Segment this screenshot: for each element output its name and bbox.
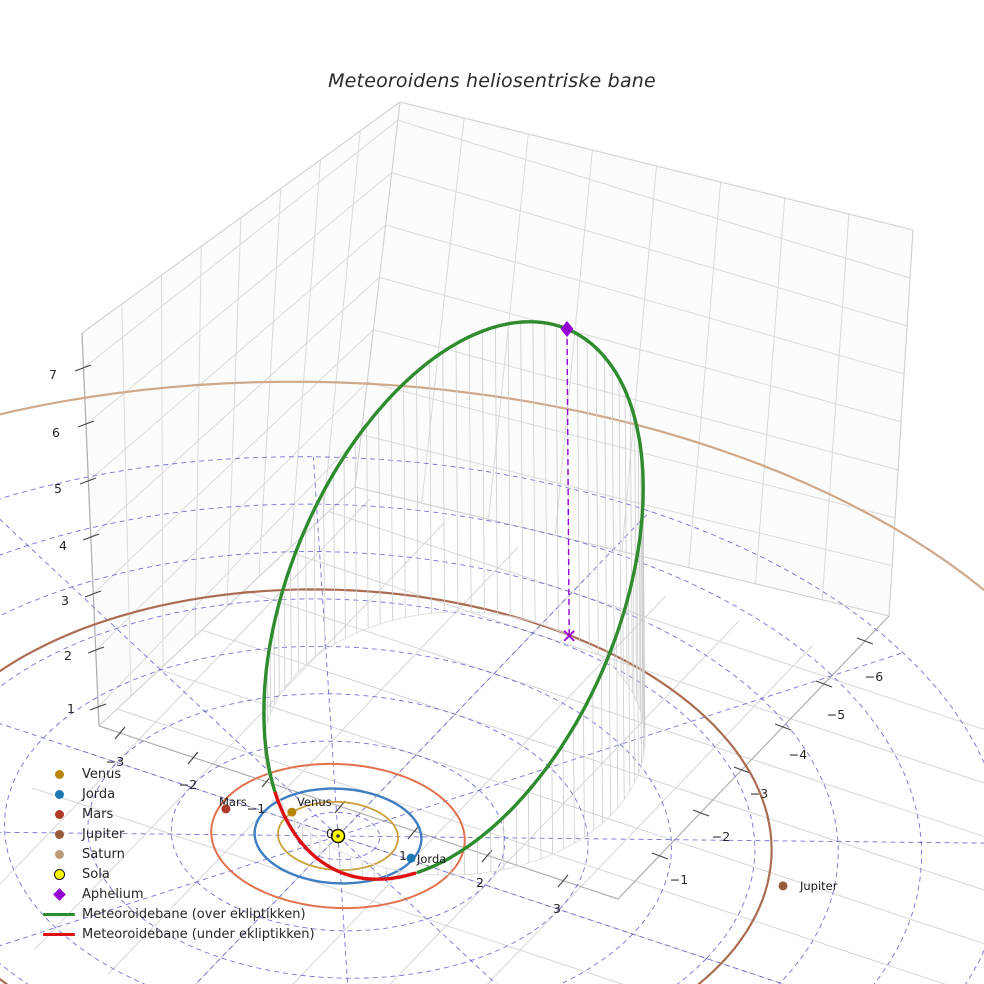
legend-item	[36, 824, 315, 844]
planet-dot-jupiter	[779, 881, 788, 890]
legend-diamond-icon	[36, 890, 82, 899]
svg-text:2: 2	[476, 875, 484, 890]
legend-line-icon	[36, 913, 82, 916]
legend-dot-icon	[36, 770, 82, 779]
legend-item	[36, 784, 315, 804]
svg-text:6: 6	[52, 425, 60, 440]
legend-item	[36, 864, 315, 884]
sun-center-dot	[336, 834, 340, 838]
legend-dot-icon	[36, 790, 82, 799]
svg-text:−3: −3	[105, 754, 125, 769]
legend-item	[36, 904, 315, 924]
svg-text:3: 3	[553, 901, 561, 916]
legend-dot-icon	[36, 850, 82, 859]
legend-item	[36, 804, 315, 824]
svg-text:Mars: Mars	[219, 795, 247, 809]
svg-text:−1: −1	[669, 872, 689, 887]
plot-title: Meteoroidens heliosentriske bane	[328, 70, 656, 92]
legend-item	[36, 844, 315, 864]
legend-label: Aphelium	[82, 886, 144, 902]
svg-text:1: 1	[399, 848, 407, 863]
legend-label: Venus	[82, 766, 122, 782]
svg-text:7: 7	[49, 367, 57, 382]
svg-text:−4: −4	[788, 747, 808, 762]
svg-text:Venus: Venus	[297, 795, 332, 809]
planet-dot-jorda	[407, 854, 416, 863]
svg-text:2: 2	[64, 648, 72, 663]
svg-text:−1: −1	[246, 801, 266, 816]
svg-text:Jorda: Jorda	[417, 852, 447, 866]
svg-text:−5: −5	[826, 707, 846, 722]
svg-text:3: 3	[61, 593, 69, 608]
legend-label: Saturn	[82, 846, 125, 862]
svg-text:−2: −2	[178, 777, 198, 792]
legend-label: Mars	[82, 806, 114, 822]
svg-text:−6: −6	[864, 669, 884, 684]
legend-label: Jorda	[82, 786, 116, 802]
legend-dot-icon	[36, 810, 82, 819]
svg-text:Jupiter: Jupiter	[800, 879, 838, 893]
legend-label: Meteoroidebane (under ekliptikken)	[82, 926, 315, 942]
legend-dot-icon	[36, 830, 82, 839]
legend	[36, 764, 315, 944]
legend-label: Meteoroidebane (over ekliptikken)	[82, 906, 306, 922]
svg-text:4: 4	[59, 538, 67, 553]
svg-text:0: 0	[326, 826, 334, 841]
legend-sun-icon	[36, 869, 82, 880]
svg-text:5: 5	[54, 481, 62, 496]
legend-label: Sola	[82, 866, 110, 882]
legend-line-icon	[36, 933, 82, 936]
legend-label: Jupiter	[82, 826, 125, 842]
legend-item	[36, 884, 315, 904]
axes-walls	[82, 102, 913, 726]
legend-item	[36, 924, 315, 944]
svg-text:−2: −2	[711, 829, 731, 844]
svg-text:−3: −3	[749, 786, 769, 801]
legend-item	[36, 764, 315, 784]
svg-text:1: 1	[67, 701, 75, 716]
